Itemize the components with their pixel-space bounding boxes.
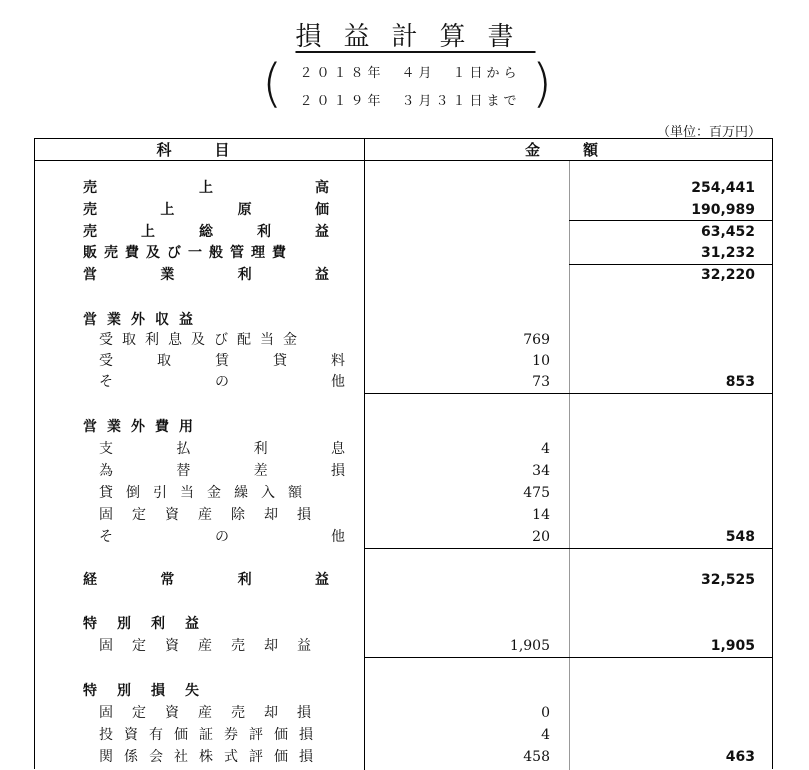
- unit-label: （単位：百万円）: [656, 125, 761, 140]
- column-divider: [364, 139, 365, 770]
- period-start: ２０１８年 ４月 １日から: [299, 66, 521, 81]
- op-income-value: 32,220: [700, 267, 755, 283]
- row-securities-loss-label: 投資有価証券評価損: [99, 727, 324, 743]
- sales-value: 254,441: [691, 180, 755, 196]
- ordinary-value: 32,525: [700, 572, 755, 588]
- rule-nonop-income: [365, 393, 772, 394]
- rule-extra-income: [365, 657, 772, 658]
- row-interest-label: 支 払 利 息: [99, 441, 345, 457]
- gross-value: 63,452: [700, 224, 755, 240]
- sga-value: 31,232: [700, 245, 755, 261]
- section-extra-loss: 特別損失: [83, 683, 219, 699]
- section-nonop-income: 営業外収益: [83, 312, 203, 328]
- rent-value: 10: [532, 353, 550, 369]
- asset-sale-gain-value: 1,905: [509, 638, 550, 654]
- other-expense-value: 20: [532, 529, 550, 545]
- row-asset-sale-gain-label: 固定資産売却益: [99, 638, 330, 654]
- nonop-income-total: 853: [725, 374, 755, 390]
- fx-loss-value: 34: [532, 463, 550, 479]
- period-end: ２０１９年 ３月３１日まで: [299, 94, 521, 109]
- row-ordinary-label: 経 常 利 益: [83, 572, 329, 588]
- header-amount: 金 額: [365, 139, 772, 161]
- affiliate-loss-value: 458: [523, 749, 550, 765]
- allowance-value: 475: [523, 485, 550, 501]
- other-income-value: 73: [532, 374, 550, 390]
- row-sales-label: 売 上 高: [83, 180, 329, 196]
- row-other-expense-label: そ の 他: [99, 529, 345, 545]
- securities-loss-value: 4: [541, 727, 550, 743]
- document-title: 損益計算書: [295, 22, 536, 52]
- extra-income-total: 1,905: [710, 638, 755, 654]
- extra-loss-total: 463: [725, 749, 755, 765]
- left-paren: (: [262, 54, 283, 114]
- row-gross-label: 売 上 総 利 益: [83, 224, 329, 240]
- rule-nonop-expense: [365, 548, 772, 549]
- statement-table: [34, 138, 773, 769]
- row-rent-label: 受 取 賃 貸 料: [99, 353, 345, 369]
- row-retirement-label: 固定資産除却損: [99, 507, 330, 523]
- interest-value: 4: [541, 441, 550, 457]
- row-affiliate-loss-label: 関係会社株式評価損: [99, 749, 324, 765]
- right-paren: ): [531, 54, 552, 114]
- dividend-value: 769: [523, 332, 550, 348]
- asset-sale-loss-value: 0: [541, 705, 550, 721]
- retirement-value: 14: [532, 507, 550, 523]
- cost-value: 190,989: [691, 202, 755, 218]
- row-dividend-label: 受取利息及び配当金: [99, 332, 306, 348]
- row-sga-label: 販売費及び一般管理費: [83, 245, 293, 261]
- row-cost-label: 売 上 原 価: [83, 202, 329, 218]
- row-allowance-label: 貸倒引当金繰入額: [99, 485, 315, 501]
- section-extra-income: 特別利益: [83, 616, 219, 632]
- header-item: 科 目: [35, 139, 365, 161]
- section-nonop-expense: 営業外費用: [83, 419, 203, 435]
- fiscal-period: [262, 56, 552, 116]
- amount-divider: [569, 161, 570, 770]
- row-op-income-label: 営 業 利 益: [83, 267, 329, 283]
- row-other-income-label: そ の 他: [99, 374, 345, 390]
- row-asset-sale-loss-label: 固定資産売却損: [99, 705, 330, 721]
- nonop-expense-total: 548: [725, 529, 755, 545]
- row-fx-loss-label: 為 替 差 損: [99, 463, 345, 479]
